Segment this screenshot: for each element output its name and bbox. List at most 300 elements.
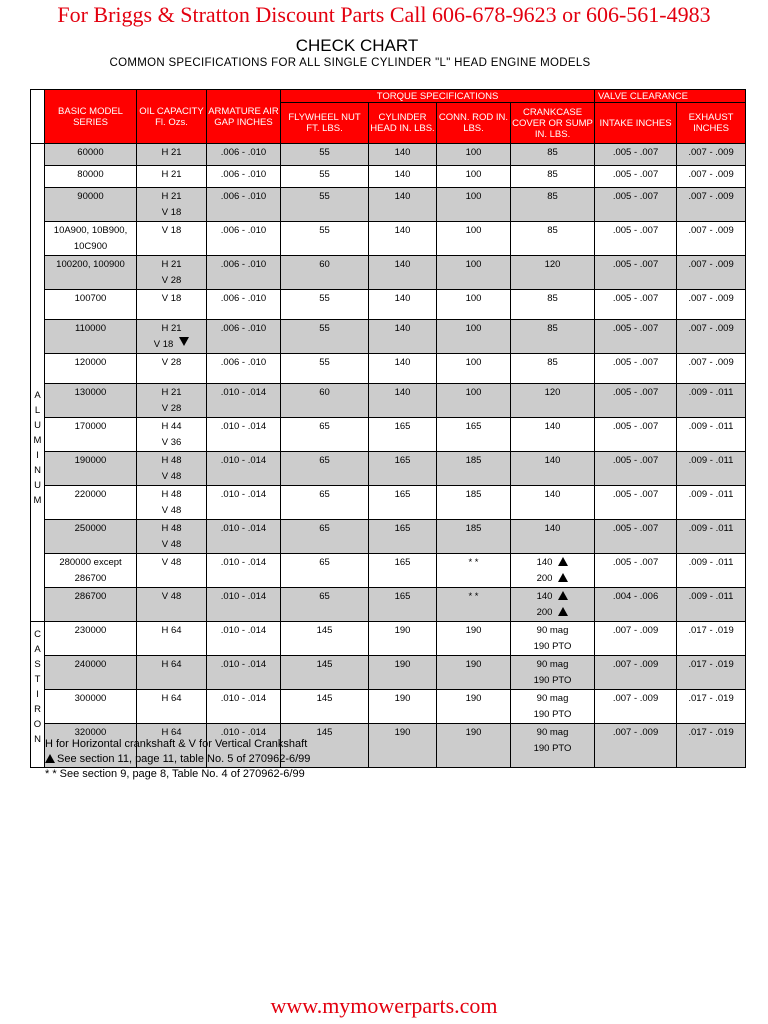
cell-line: [45, 521, 136, 537]
cell-line: [511, 355, 594, 371]
cell-connrod: [437, 166, 511, 188]
cell-text: 320000: [74, 727, 107, 738]
cell-text: .005 - .007: [612, 259, 659, 270]
cell-line: [437, 291, 510, 307]
cell-cylinder: [369, 724, 437, 768]
cell-line: [45, 657, 136, 673]
cell-text: .010 - .014: [220, 727, 267, 738]
cell-text: 165: [394, 489, 411, 500]
note-triangle-text: See section 11, page 11, table No. 5 of 270962-6/99: [57, 753, 311, 765]
cell-line: [207, 291, 280, 307]
cell-text: V 36: [161, 437, 182, 448]
cell-intake: [595, 384, 677, 418]
cell-line: [511, 167, 594, 183]
cell-connrod: [437, 320, 511, 354]
cell-line: [137, 401, 206, 417]
cell-flywheel: [281, 354, 369, 384]
cell-text: .005 - .007: [612, 293, 659, 304]
group-letter: T: [34, 674, 41, 685]
cell-text: .009 - .011: [688, 421, 734, 432]
cell-text: 65: [319, 557, 330, 568]
cell-intake: [595, 144, 677, 166]
cell-armature: [207, 656, 281, 690]
table-row: [31, 256, 746, 290]
cell-model: [45, 354, 137, 384]
cell-text: V 48: [161, 539, 182, 550]
cell-oil: [137, 588, 207, 622]
cell-line: [281, 355, 368, 371]
cell-flywheel: [281, 320, 369, 354]
cell-oil: [137, 256, 207, 290]
cell-cylinder: [369, 554, 437, 588]
cell-text: .007 - .009: [612, 625, 659, 636]
cell-line: [511, 453, 594, 469]
cell-flywheel: [281, 520, 369, 554]
cell-line: [45, 589, 136, 605]
cell-text: 100: [465, 225, 482, 236]
cell-text: 145: [316, 659, 333, 670]
cell-text: .017 - .019: [688, 693, 734, 704]
cell-line: [137, 385, 206, 401]
cell-text: V 28: [161, 357, 182, 368]
cell-crankcase: [511, 166, 595, 188]
cell-crankcase: [511, 452, 595, 486]
cell-text: V 28: [161, 403, 182, 414]
cell-line: [137, 453, 206, 469]
cell-armature: [207, 588, 281, 622]
vertical-group-letters: [31, 623, 44, 747]
cell-line: [137, 223, 206, 239]
cell-exhaust: [677, 724, 746, 768]
cell-model: [45, 418, 137, 452]
table-row: [31, 588, 746, 622]
cell-line: [137, 337, 206, 353]
cell-text: 55: [319, 147, 330, 158]
header-armature-air-gap: ARMATURE AIR GAP INCHES: [207, 90, 281, 144]
cell-text: .006 - .010: [220, 147, 267, 158]
cell-exhaust: [677, 320, 746, 354]
table-row: [31, 188, 746, 222]
cell-model: [45, 486, 137, 520]
cell-text: 190000: [74, 455, 107, 466]
cell-text: 85: [547, 191, 558, 202]
cell-line: [511, 291, 594, 307]
cell-text: .007 - .009: [612, 727, 659, 738]
cell-line: [45, 291, 136, 307]
cell-text: 140: [394, 293, 411, 304]
cell-text: 10C900: [73, 241, 108, 252]
cell-crankcase: [511, 486, 595, 520]
cell-text: .007 - .009: [612, 693, 659, 704]
cell-line: [137, 257, 206, 273]
cell-text: 170000: [74, 421, 107, 432]
cell-line: [677, 291, 745, 307]
cell-flywheel: [281, 622, 369, 656]
cell-text: 65: [319, 421, 330, 432]
cell-text: 165: [394, 557, 411, 568]
cell-text: 286700: [74, 591, 107, 602]
cell-line: [45, 167, 136, 183]
cell-cylinder: [369, 144, 437, 166]
cell-line: [45, 623, 136, 639]
cell-text: 190: [394, 727, 411, 738]
cell-oil: [137, 656, 207, 690]
cell-text: .010 - .014: [220, 693, 267, 704]
cell-text: .009 - .011: [688, 387, 734, 398]
cell-line: [511, 385, 594, 401]
cell-line: [511, 145, 594, 161]
cell-text: 90 mag: [536, 659, 569, 670]
cell-intake: [595, 354, 677, 384]
cell-line: [137, 167, 206, 183]
page-title: CHECK CHART: [295, 36, 419, 55]
cell-text: 165: [394, 523, 411, 534]
cell-text: 190 PTO: [533, 709, 572, 720]
triangle-down-icon: [179, 337, 189, 346]
cell-text: .007 - .009: [688, 191, 734, 202]
cell-cylinder: [369, 166, 437, 188]
table-row: [31, 354, 746, 384]
cell-text: 145: [316, 693, 333, 704]
cell-text: 140: [536, 591, 553, 602]
cell-text: .007 - .009: [688, 169, 734, 180]
cell-armature: [207, 554, 281, 588]
page-subtitle: COMMON SPECIFICATIONS FOR ALL SINGLE CYLINDER "L" HEAD ENGINE MODELS: [109, 57, 591, 69]
cell-flywheel: [281, 256, 369, 290]
cell-text: .017 - .019: [688, 659, 734, 670]
cell-armature: [207, 290, 281, 320]
cell-armature: [207, 256, 281, 290]
note-h-v: H for Horizontal crankshaft & V for Vertical Crankshaft: [45, 738, 308, 750]
cell-text: H 48: [161, 455, 182, 466]
cell-text: H 48: [161, 523, 182, 534]
cell-crankcase: [511, 384, 595, 418]
cell-line: [137, 521, 206, 537]
cell-text: 80000: [77, 169, 104, 180]
cell-text: 120: [544, 259, 561, 270]
cell-text: 65: [319, 489, 330, 500]
cell-line: [511, 639, 594, 655]
group-letter: M: [33, 435, 42, 446]
cell-text: 100700: [74, 293, 107, 304]
cell-text: V 28: [161, 275, 182, 286]
cell-text: 140: [394, 147, 411, 158]
cell-line: [137, 657, 206, 673]
header-model: BASIC MODEL SERIES: [45, 90, 137, 144]
cell-line: [677, 355, 745, 371]
cell-cylinder: [369, 256, 437, 290]
cell-cylinder: [369, 520, 437, 554]
cell-intake: [595, 588, 677, 622]
cell-text: 140: [394, 259, 411, 270]
cell-model: [45, 690, 137, 724]
cell-text: .010 - .014: [220, 625, 267, 636]
website-footer: www.mymowerparts.com: [270, 993, 498, 1018]
cell-connrod: [437, 622, 511, 656]
cell-text: 110000: [75, 323, 106, 334]
cell-intake: [595, 554, 677, 588]
cell-line: [137, 419, 206, 435]
cell-line: [137, 291, 206, 307]
triangle-up-icon: [45, 754, 55, 763]
cell-text: 65: [319, 591, 330, 602]
cell-exhaust: [677, 418, 746, 452]
cell-text: 140: [544, 489, 561, 500]
cell-connrod: [437, 724, 511, 768]
cell-text: 190: [394, 693, 411, 704]
cell-armature: [207, 520, 281, 554]
table-row: [31, 418, 746, 452]
cell-text: 100: [465, 387, 482, 398]
cell-connrod: [437, 144, 511, 166]
cell-armature: [207, 622, 281, 656]
cell-line: [137, 589, 206, 605]
cell-line: [45, 571, 136, 587]
cell-oil: [137, 554, 207, 588]
cell-text: .010 - .014: [220, 591, 267, 602]
cell-text: 55: [319, 225, 330, 236]
cell-line: [45, 555, 136, 571]
cell-cylinder: [369, 188, 437, 222]
cell-text: 230000: [74, 625, 107, 636]
cell-text: 185: [465, 455, 482, 466]
cell-text: H 21: [161, 323, 182, 334]
cell-line: [137, 145, 206, 161]
header-exhaust: EXHAUST INCHES: [677, 103, 746, 144]
cell-model: [45, 588, 137, 622]
cell-flywheel: [281, 418, 369, 452]
cell-text: 286700: [74, 573, 107, 584]
cell-line: [369, 291, 436, 307]
cell-connrod: [437, 588, 511, 622]
cell-exhaust: [677, 144, 746, 166]
cell-text: 165: [394, 591, 411, 602]
cell-line: [511, 321, 594, 337]
cell-intake: [595, 256, 677, 290]
cell-text: 90 mag: [536, 625, 569, 636]
cell-text: .007 - .009: [612, 659, 659, 670]
cell-text: H 21: [161, 169, 182, 180]
header-blank-cell: [31, 90, 45, 144]
cell-intake: [595, 290, 677, 320]
cell-text: 140: [394, 225, 411, 236]
cell-line: [45, 385, 136, 401]
header-group-row: [31, 90, 746, 103]
cell-cylinder: [369, 656, 437, 690]
cell-exhaust: [677, 222, 746, 256]
cell-model: [45, 256, 137, 290]
cell-text: 140: [536, 557, 553, 568]
vertical-group-letters: [31, 145, 44, 508]
cell-text: V 48: [161, 471, 182, 482]
cell-crankcase: [511, 144, 595, 166]
cell-oil: [137, 290, 207, 320]
cell-text: .007 - .009: [688, 357, 734, 368]
cell-text: .006 - .010: [220, 293, 267, 304]
cell-text: .010 - .014: [220, 557, 267, 568]
table-row: [31, 656, 746, 690]
cell-cylinder: [369, 354, 437, 384]
cell-text: 90 mag: [536, 727, 569, 738]
cell-text: .006 - .010: [220, 323, 267, 334]
cell-text: 140: [544, 421, 561, 432]
cell-text: .006 - .010: [220, 259, 267, 270]
cell-line: [45, 355, 136, 371]
cell-line: [511, 691, 594, 707]
cell-crankcase: [511, 656, 595, 690]
cell-text: .005 - .007: [612, 169, 659, 180]
cell-line: [595, 291, 676, 307]
table-row: [31, 320, 746, 354]
cell-text: 60000: [77, 147, 104, 158]
cell-cylinder: [369, 452, 437, 486]
cell-exhaust: [677, 622, 746, 656]
cell-text: 250000: [74, 523, 107, 534]
cell-model: [45, 520, 137, 554]
cell-text: 130000: [74, 387, 107, 398]
cell-text: 85: [547, 169, 558, 180]
cell-text: .009 - .011: [688, 489, 734, 500]
cell-model: [45, 320, 137, 354]
cell-text: 140: [394, 387, 411, 398]
cell-text: V 48: [161, 591, 182, 602]
cell-text: .009 - .011: [688, 591, 734, 602]
cell-text: 55: [319, 191, 330, 202]
cell-text: 300000: [74, 693, 107, 704]
cell-text: .005 - .007: [612, 387, 659, 398]
cell-crankcase: [511, 554, 595, 588]
cell-connrod: [437, 384, 511, 418]
cell-armature: [207, 418, 281, 452]
header-crankcase-cover: CRANKCASE COVER OR SUMP IN. LBS.: [511, 103, 595, 144]
cell-text: 190: [465, 727, 482, 738]
cell-flywheel: [281, 588, 369, 622]
cell-text: 85: [547, 147, 558, 158]
cell-model: [45, 622, 137, 656]
cell-text: 185: [465, 489, 482, 500]
cell-exhaust: [677, 520, 746, 554]
cell-oil: [137, 622, 207, 656]
cell-line: [45, 257, 136, 273]
cell-model: [45, 290, 137, 320]
cell-text: 100: [465, 169, 482, 180]
table-row: [31, 520, 746, 554]
cell-text: 55: [319, 357, 330, 368]
cell-line: [137, 355, 206, 371]
cell-line: [437, 355, 510, 371]
cell-oil: [137, 452, 207, 486]
cell-text: 190 PTO: [533, 743, 572, 754]
cell-line: [137, 321, 206, 337]
cell-oil: [137, 320, 207, 354]
cell-oil: [137, 144, 207, 166]
header-oil-capacity: OIL CAPACITY Fl. Ozs.: [137, 90, 207, 144]
cell-text: .009 - .011: [688, 557, 734, 568]
cell-text: H 64: [161, 693, 182, 704]
cell-line: [511, 555, 594, 571]
spec-table: [30, 89, 746, 768]
cell-text: 190: [465, 625, 482, 636]
cell-text: 280000 except: [59, 557, 122, 568]
discount-parts-banner: For Briggs & Stratton Discount Parts Call 606-678-9623 or 606-561-4983: [57, 2, 711, 27]
cell-intake: [595, 690, 677, 724]
cell-text: .005 - .007: [612, 455, 659, 466]
cell-line: [511, 223, 594, 239]
cell-flywheel: [281, 452, 369, 486]
cell-line: [137, 537, 206, 553]
cell-line: [511, 623, 594, 639]
cell-exhaust: [677, 354, 746, 384]
cell-text: 145: [316, 625, 333, 636]
cell-oil: [137, 354, 207, 384]
cell-text: .005 - .007: [612, 191, 659, 202]
cell-text: 85: [547, 357, 558, 368]
table-row: [31, 554, 746, 588]
cell-text: 165: [465, 421, 482, 432]
cell-text: .007 - .009: [688, 293, 734, 304]
cell-text: .005 - .007: [612, 523, 659, 534]
cell-armature: [207, 354, 281, 384]
group-letter: N: [34, 734, 41, 745]
cell-line: [137, 623, 206, 639]
cell-connrod: [437, 222, 511, 256]
cell-text: V 18: [161, 207, 182, 218]
cell-model: [45, 188, 137, 222]
group-letter: U: [34, 420, 41, 431]
cell-crankcase: [511, 320, 595, 354]
cell-exhaust: [677, 554, 746, 588]
table-row: [31, 290, 746, 320]
cell-text: .006 - .010: [220, 169, 267, 180]
table-row: [31, 166, 746, 188]
table-row: [31, 690, 746, 724]
cell-crankcase: [511, 520, 595, 554]
cell-text: 100: [465, 357, 482, 368]
cell-text: V 18: [161, 293, 182, 304]
triangle-up-icon: [558, 607, 568, 616]
cell-oil: [137, 188, 207, 222]
group-letter: I: [36, 450, 39, 461]
cell-intake: [595, 520, 677, 554]
cell-line: [595, 355, 676, 371]
table-row: [31, 144, 746, 166]
header-intake: INTAKE INCHES: [595, 103, 677, 144]
cell-line: [45, 223, 136, 239]
cell-model: [45, 144, 137, 166]
cell-line: [511, 725, 594, 741]
cell-exhaust: [677, 588, 746, 622]
cell-cylinder: [369, 222, 437, 256]
cell-line: [45, 453, 136, 469]
cell-text: 145: [316, 727, 333, 738]
cell-line: [137, 555, 206, 571]
cell-connrod: [437, 690, 511, 724]
cell-armature: [207, 452, 281, 486]
cell-connrod: [437, 256, 511, 290]
cell-text: .005 - .007: [612, 323, 659, 334]
cell-exhaust: [677, 656, 746, 690]
cell-exhaust: [677, 256, 746, 290]
cell-armature: [207, 188, 281, 222]
cell-text: 220000: [74, 489, 107, 500]
cell-text: 90000: [77, 191, 104, 202]
cell-oil: [137, 690, 207, 724]
cell-line: [511, 189, 594, 205]
cell-exhaust: [677, 486, 746, 520]
cell-flywheel: [281, 290, 369, 320]
cell-text: 55: [319, 169, 330, 180]
cell-text: 190: [394, 659, 411, 670]
